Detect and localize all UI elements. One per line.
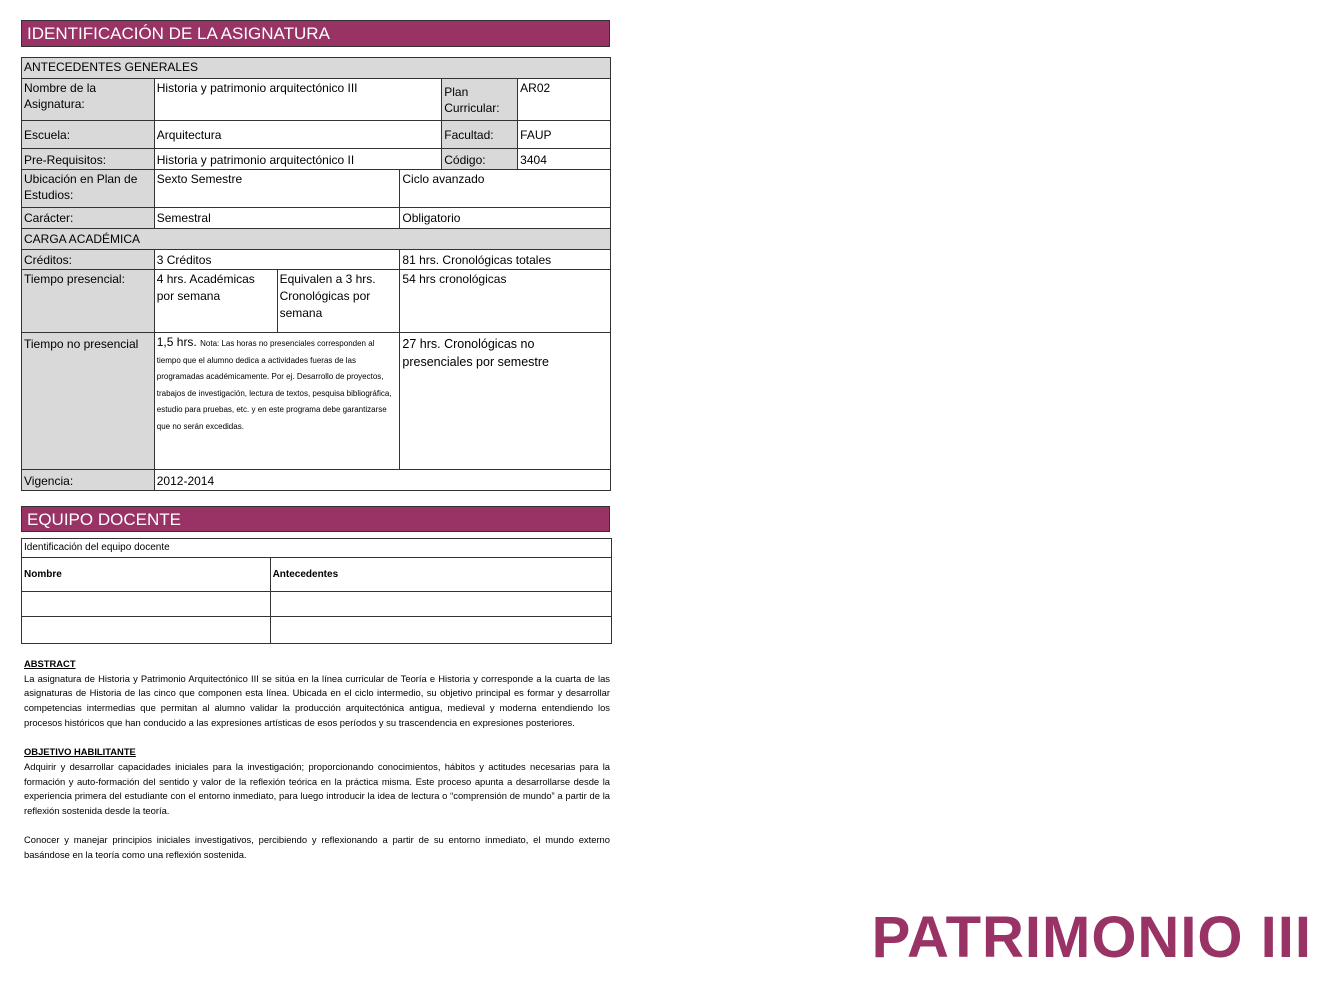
nopresencial-value: 1,5 hrs. [156, 335, 197, 349]
section-title-equipo-docente: EQUIPO DOCENTE [21, 506, 610, 532]
objetivo-heading: OBJETIVO HABILITANTE [24, 746, 136, 758]
nopresencial-label: Tiempo no presencial [22, 333, 155, 470]
col-antecedentes: Antecedentes [270, 558, 611, 592]
vigencia-label: Vigencia: [22, 470, 155, 491]
presencial-value: 4 hrs. Académicas por semana [154, 270, 277, 333]
escuela-value: Arquitectura [154, 121, 441, 149]
brand-title: PATRIMONIO III [871, 905, 1312, 970]
caracter-label: Carácter: [22, 208, 155, 229]
spacer [24, 819, 610, 834]
objetivo-body-1: Adquirir y desarrollar capacidades iniciales para la investigación; proporcionando conocimientos, hábitos y actitudes necesarias para la formación y auto-formación del sentido y valor de la reflexión teórica en la práctica misma. Este proceso apunta a desarrollarse desde la experiencia primera del estudiante con el entorno inmediato, para luego introducir la idea de lectura o “comprensión de mundo” a partir de la reflexión sostenida desde la teoría. [24, 760, 610, 817]
vigencia-value: 2012-2014 [154, 470, 610, 491]
prereq-value: Historia y patrimonio arquitectónico II [154, 149, 441, 170]
docente-nombre-cell [22, 592, 271, 617]
docente-antecedentes-cell [270, 617, 611, 644]
equivalen-value: Equivalen a 3 hrs. Cronológicas por semana [277, 270, 400, 333]
antecedentes-generales-header: ANTECEDENTES GENERALES [22, 58, 611, 79]
objetivo-body-2: Conocer y manejar principios iniciales investigativos, percibiendo y reflexionando a partir de su entorno inmediato, el mundo externo basándose en la teoría como una reflexión sostenida. [24, 834, 610, 861]
section-title-identificacion: IDENTIFICACIÓN DE LA ASIGNATURA [21, 20, 610, 47]
antecedentes-table [21, 57, 611, 491]
facultad-value: FAUP [518, 121, 611, 149]
ciclo-value: Ciclo avanzado [400, 170, 611, 208]
spacer [24, 731, 610, 746]
equipo-docente-table [21, 538, 612, 644]
prereq-label: Pre-Requisitos: [22, 149, 155, 170]
codigo-value: 3404 [518, 149, 611, 170]
plan-value: AR02 [518, 79, 611, 121]
nombre-label: Nombre de la Asignatura: [22, 79, 155, 121]
nopresencial-crono: 27 hrs. Cronológicas no presenciales por semestre [400, 333, 611, 470]
nopresencial-cell [154, 333, 400, 470]
creditos-label: Créditos: [22, 250, 155, 270]
carga-academica-header: CARGA ACADÉMICA [22, 229, 611, 250]
abstract-section [24, 657, 610, 863]
creditos-value: 3 Créditos [154, 250, 400, 270]
caracter-value: Semestral [154, 208, 400, 229]
facultad-label: Facultad: [442, 121, 518, 149]
ubicacion-value: Sexto Semestre [154, 170, 400, 208]
plan-label: Plan Curricular: [442, 79, 518, 121]
ubicacion-label: Ubicación en Plan de Estudios: [22, 170, 155, 208]
nombre-value: Historia y patrimonio arquitectónico III [154, 79, 441, 121]
docente-nombre-cell [22, 617, 271, 644]
nota-text: Nota: Las horas no presenciales corresponden al tiempo que el alumno dedica a actividades fueras de las programadas académicamente. Por ej. Desarrollo de proyectos, trabajos de investigación, lectura de textos, pesquisa bibliográfica, estudio para pruebas, etc. y en este programa debe garantizarse que no serán excedidas. [156, 339, 392, 431]
hrs-totales: 81 hrs. Cronológicas totales [400, 250, 611, 270]
presencial-crono: 54 hrs cronológicas [400, 270, 611, 333]
docente-antecedentes-cell [270, 592, 611, 617]
obligatorio-value: Obligatorio [400, 208, 611, 229]
codigo-label: Código: [442, 149, 518, 170]
ident-equipo-header: Identificación del equipo docente [22, 539, 612, 558]
escuela-label: Escuela: [22, 121, 155, 149]
abstract-heading: ABSTRACT [24, 658, 76, 669]
presencial-label: Tiempo presencial: [22, 270, 155, 333]
abstract-body: La asignatura de Historia y Patrimonio Arquitectónico III se sitúa en la línea curricular de Teoría e Historia y corresponde a la cuarta de las asignaturas de Historia de las cinco que componen esta línea. Ubicada en el ciclo intermedio, su objetivo principal es formar y desarrollar competencias intermedias que permitan al alumno validar la producción arquitectónica antigua, medieval y moderna entendiendo los procesos históricos que han conducido a las expresiones artísticas de esos períodos y su trascendencia en expresiones posteriores. [24, 672, 610, 728]
col-nombre: Nombre [22, 558, 271, 592]
